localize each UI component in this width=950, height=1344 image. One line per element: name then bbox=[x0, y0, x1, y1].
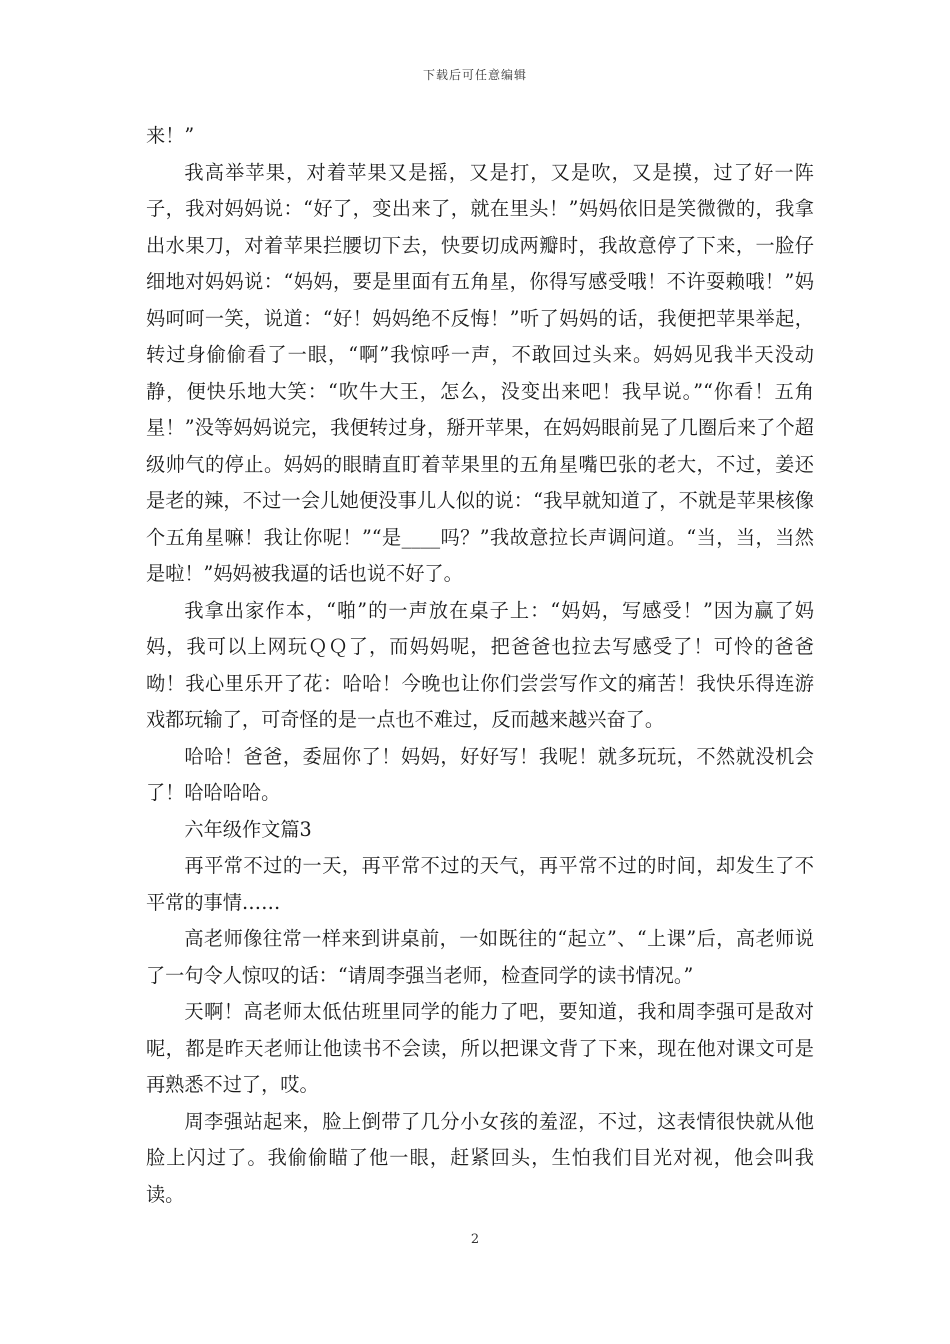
document-body bbox=[146, 118, 814, 1213]
paragraph: 高老师像往常一样来到讲桌前，一如既往的“起立”、“上课”后，高老师说了一句令人惊叹的话：“请周李强当老师，检查同学的读书情况。” bbox=[146, 927, 814, 987]
paragraph: 再平常不过的一天，再平常不过的天气，再平常不过的时间，却发生了不平常的事情…… bbox=[146, 854, 814, 914]
page-header: 下载后可任意编辑 bbox=[422, 68, 527, 82]
section-heading: 六年级作文篇3 bbox=[184, 817, 312, 841]
page-number: 2 bbox=[470, 1232, 480, 1247]
paragraph: 我拿出家作本，“啪”的一声放在桌子上：“妈妈，写感受！”因为赢了妈妈，我可以上网玩ＱＱ了，而妈妈呢，把爸爸也拉去写感受了！可怜的爸爸呦！我心里乐开了花：哈哈！今晚也让你们尝尝写作文的痛苦！我快乐得连游戏都玩输了，可奇怪的是一点也不难过，反而越来越兴奋了。 bbox=[146, 598, 814, 731]
paragraph: 哈哈！爸爸，委屈你了！妈妈，好好写！我呢！就多玩玩，不然就没机会了！哈哈哈哈。 bbox=[146, 744, 814, 804]
paragraph: 天啊！高老师太低估班里同学的能力了吧，要知道，我和周李强可是敌对呢，都是昨天老师让他读书不会读，所以把课文背了下来，现在他对课文可是再熟悉不过了，哎。 bbox=[146, 1000, 814, 1096]
paragraph: 周李强站起来，脸上倒带了几分小女孩的羞涩，不过，这表情很快就从他脸上闪过了。我偷偷瞄了他一眼，赶紧回头，生怕我们目光对视，他会叫我读。 bbox=[146, 1109, 814, 1206]
paragraph: 来！” bbox=[146, 124, 195, 147]
paragraph: 我高举苹果，对着苹果又是摇，又是打，又是吹，又是摸，过了好一阵子，我对妈妈说：“好了，变出来了，就在里头！”妈妈依旧是笑微微的，我拿出水果刀，对着苹果拦腰切下去，快要切成两瓣时，我故意停了下来，一脸仔细地对妈妈说：“妈妈，要是里面有五角星，你得写感受哦！不许耍赖哦！”妈妈呵呵一笑，说道：“好！妈妈绝不反悔！”听了妈妈的话，我便把苹果举起，转过身偷偷看了一眼，“啊”我惊呼一声，不敢回过头来。妈妈见我半天没动静，便快乐地大笑：“吹牛大王，怎么，没变出来吧！我早说。”“你看！五角星！”没等妈妈说完，我便转过身，掰开苹果，在妈妈眼前晃了几圈后来了个超级帅气的停止。妈妈的眼睛直盯着苹果里的五角星嘴巴张的老大，不过，姜还是老的辣，不过一会儿她便没事儿人似的说：“我早就知道了，不就是苹果核像个五角星嘛！我让你呢！”“是____吗？”我故意拉长声调问道。“当，当，当然是啦！”妈妈被我逼的话也说不好了。 bbox=[146, 160, 814, 585]
